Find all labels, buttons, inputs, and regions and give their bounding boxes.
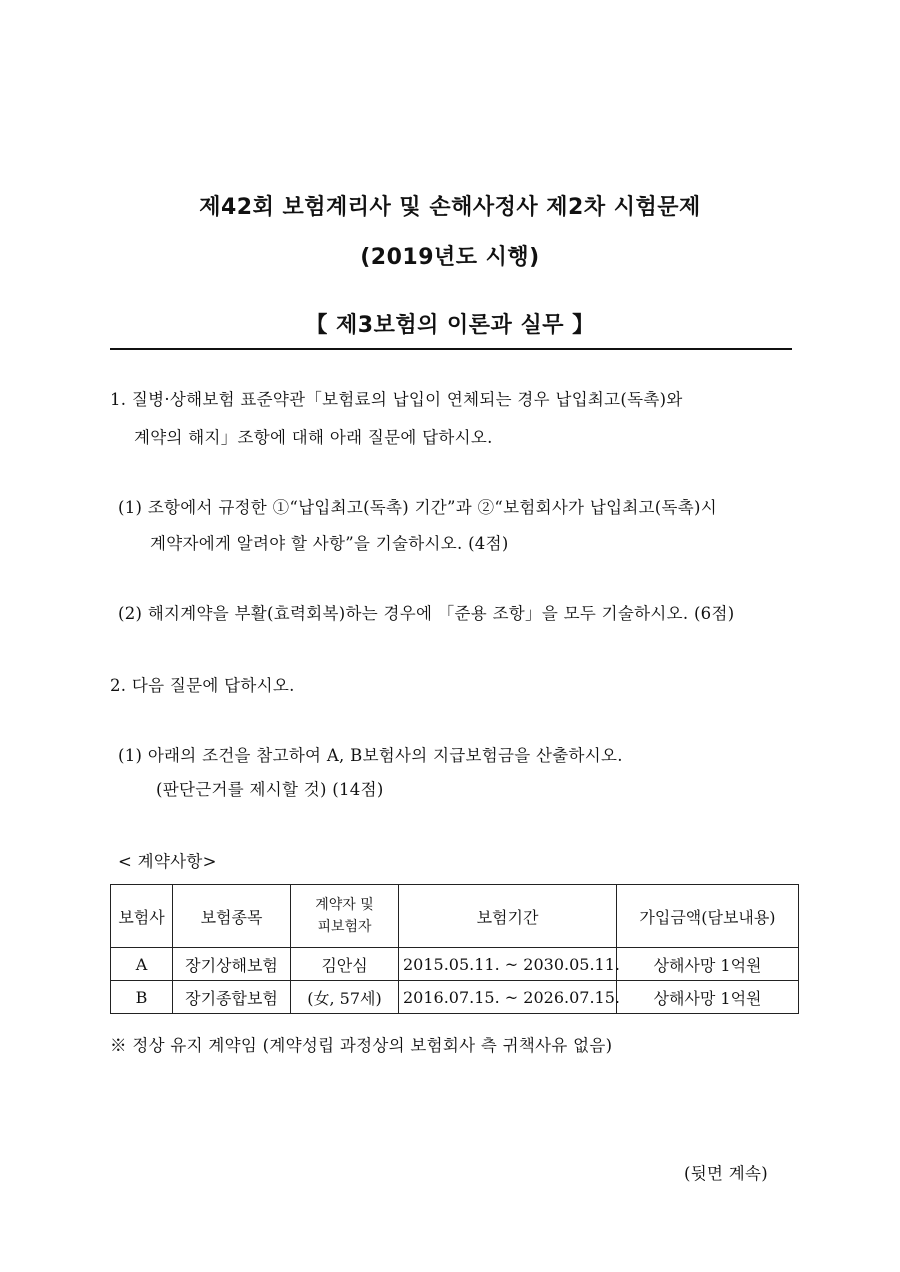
- table-row: [111, 981, 799, 1014]
- contract-note: ※ 정상 유지 계약임 (계약성립 과정상의 보험회사 측 귀책사유 없음): [110, 1036, 613, 1055]
- continued-footer: (뒷면 계속): [684, 1164, 768, 1183]
- exam-year: (2019년도 시행): [360, 245, 540, 270]
- cell-policyholder: 김안심: [291, 948, 399, 981]
- cell-policyholder: (女, 57세): [291, 981, 399, 1014]
- cell-period: 2015.05.11. ~ 2030.05.11.: [399, 948, 617, 981]
- q1-line2: 계약의 해지」조항에 대해 아래 질문에 답하시오.: [134, 428, 493, 447]
- table-row: [111, 948, 799, 981]
- q2-line1: 2. 다음 질문에 답하시오.: [110, 676, 295, 695]
- subject-title: 【 제3보험의 이론과 실무 】: [305, 313, 595, 338]
- header-policyholder-line2: 피보험자: [317, 919, 372, 935]
- header-product: 보험종목: [173, 885, 291, 948]
- contract-heading: < 계약사항>: [118, 852, 217, 871]
- cell-period: 2016.07.15. ~ 2026.07.15.: [399, 981, 617, 1014]
- title-divider: [110, 348, 792, 350]
- cell-insurer: B: [111, 981, 173, 1014]
- cell-product: 장기종합보험: [173, 981, 291, 1014]
- header-policyholder-line1: 계약자 및: [315, 897, 374, 913]
- contract-table: [110, 884, 799, 1014]
- exam-title: 제42회 보험계리사 및 손해사정사 제2차 시험문제: [199, 195, 701, 220]
- table-header-row: [111, 885, 799, 948]
- header-policyholder: [291, 885, 399, 948]
- q1-sub1-line2: 계약자에게 알려야 할 사항”을 기술하시오. (4점): [150, 534, 509, 553]
- cell-coverage: 상해사망 1억원: [617, 981, 799, 1014]
- q2-sub1-line1: (1) 아래의 조건을 참고하여 A, B보험사의 지급보험금을 산출하시오.: [118, 746, 623, 765]
- header-coverage: 가입금액(담보내용): [617, 885, 799, 948]
- header-insurer: 보험사: [111, 885, 173, 948]
- cell-product: 장기상해보험: [173, 948, 291, 981]
- cell-coverage: 상해사망 1억원: [617, 948, 799, 981]
- header-period: 보험기간: [399, 885, 617, 948]
- q1-sub1-line1: (1) 조항에서 규정한 ①“납입최고(독촉) 기간”과 ②“보험회사가 납입최고(독촉)시: [118, 498, 717, 517]
- q2-sub1-line2: (판단근거를 제시할 것) (14점): [156, 780, 384, 799]
- q1-sub2: (2) 해지계약을 부활(효력회복)하는 경우에 「준용 조항」을 모두 기술하시오. (6점): [118, 604, 735, 623]
- q1-line1: 1. 질병·상해보험 표준약관「보험료의 납입이 연체되는 경우 납입최고(독촉)와: [110, 390, 683, 409]
- cell-insurer: A: [111, 948, 173, 981]
